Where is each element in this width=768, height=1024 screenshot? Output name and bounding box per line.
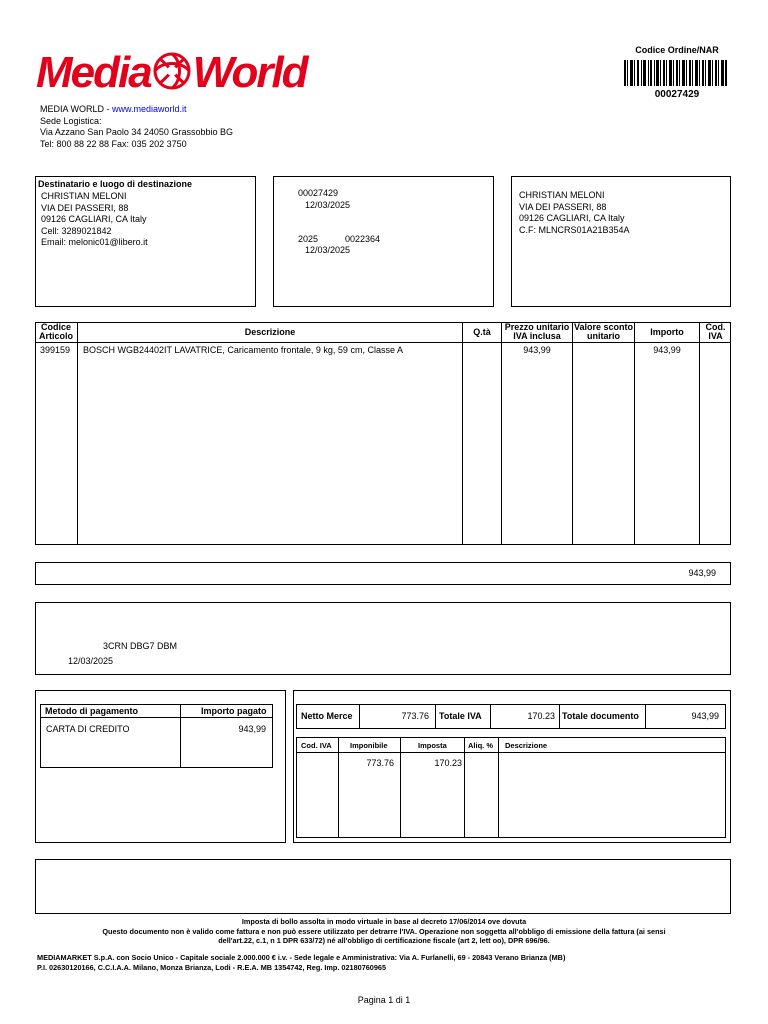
- company-legal-line-2: P.I. 02630120166, C.C.I.A.A. Milano, Monza Brianza, Lodi - R.E.A. MB 1354742, Reg. Imp. 02180760965: [37, 963, 387, 972]
- customer-street: VIA DEI PASSERI, 88: [519, 201, 607, 212]
- totals-col-divider: [359, 705, 360, 728]
- vat-col-divider: [400, 738, 401, 837]
- payment-col-divider: [180, 705, 181, 767]
- recipient-email: Email: melonic01@libero.it: [41, 237, 148, 247]
- doc-date: 12/03/2025: [305, 245, 351, 255]
- col-divider: [634, 322, 635, 544]
- sede-label: Sede Logistica:: [40, 115, 102, 126]
- company-name: MEDIA WORLD -: [40, 104, 113, 114]
- header-code: Codice Articolo: [38, 322, 73, 341]
- website-link[interactable]: www.mediaworld.it: [112, 104, 187, 114]
- recipient-cell: Cell: 3289021842: [41, 225, 112, 236]
- vat-col-divider: [464, 738, 465, 837]
- col-divider: [77, 322, 78, 544]
- row-dot: [77, 392, 78, 393]
- doc-year: 2025: [298, 234, 319, 244]
- company-info: [40, 104, 233, 150]
- company-address: Via Azzano San Paolo 34 24050 Grassobbio BG: [40, 127, 233, 137]
- row-dot: [77, 442, 78, 443]
- row-amount: 943,99: [653, 345, 681, 355]
- doc-number: 0022364: [345, 234, 381, 244]
- row-unit-price: 943,99: [523, 345, 551, 355]
- payment-header-method: Metodo di pagamento: [45, 706, 138, 716]
- doc-info-box: [273, 176, 494, 307]
- vat-col-divider: [338, 738, 339, 837]
- doc-order-date: 12/03/2025: [305, 200, 351, 210]
- totals-col-divider: [435, 705, 436, 728]
- total-line-value: 943,99: [688, 568, 716, 578]
- row-dot: [77, 542, 78, 543]
- customer-box: [511, 176, 731, 307]
- row-code: 399159: [40, 345, 71, 355]
- header-discount: Valore sconto unitario: [573, 322, 634, 341]
- payment-amount: 943,99: [238, 724, 266, 734]
- legal-notice: [0, 917, 768, 946]
- customer-name: CHRISTIAN MELONI: [519, 190, 605, 200]
- mediaworld-logo: [36, 50, 352, 96]
- page-number: Pagina 1 di 1: [357, 995, 411, 1005]
- payment-table: [40, 704, 273, 768]
- header-amount: Importo: [650, 327, 684, 337]
- payment-header-amount: Importo pagato: [201, 706, 267, 716]
- totals-col-divider: [490, 705, 491, 728]
- row-dot: [77, 492, 78, 493]
- total-line-box: [35, 562, 731, 585]
- vat-row-tax: 170.23: [434, 758, 462, 768]
- logo-text-world: World: [192, 48, 307, 97]
- recipient-title: Destinatario e luogo di destinazione: [38, 179, 193, 189]
- doc-order-no: 00027429: [298, 188, 339, 198]
- vat-header-code: Cod. IVA: [301, 741, 332, 750]
- legal-line-2: Questo documento non è valido come fattura e non può essere utilizzato per detrarre l'IVA. Operazione non soggetta all'obbligo di emissione della fattura (ai sensi: [102, 926, 666, 936]
- vat-col-divider: [498, 738, 499, 837]
- customer-city: 09126 CAGLIARI, CA Italy: [519, 213, 625, 223]
- totals-col-divider: [559, 705, 560, 728]
- header-unit-price: Prezzo unitario IVA inclusa: [504, 322, 570, 341]
- iva-value: 170.23: [527, 711, 555, 721]
- company-legal-line-1: MEDIAMARKET S.p.A. con Socio Unico - Capitale sociale 2.000.000 € i.v. - Sede legale e Amministrativa: Via A. Furlanelli, 69 - 20843 Verano Brianza (MB): [37, 953, 566, 962]
- empty-notes-box: [35, 859, 731, 914]
- doc-total-value: 943,99: [691, 711, 719, 721]
- customer-cf: C.F: MLNCRS01A21B354A: [519, 224, 630, 235]
- netto-value: 773.76: [401, 711, 429, 721]
- company-line: [40, 104, 233, 116]
- logo-swirl-icon: [152, 51, 192, 100]
- doc-total-label: Totale documento: [562, 711, 639, 721]
- row-description: BOSCH WGB24402IT LAVATRICE, Caricamento frontale, 9 kg, 59 cm, Classe A: [83, 345, 403, 355]
- company-legal: [37, 953, 737, 973]
- barcode-icon: [624, 60, 728, 86]
- notes-date: 12/03/2025: [68, 656, 114, 666]
- order-code-number: 00027429: [654, 89, 700, 100]
- recipient-city: 09126 CAGLIARI, CA Italy: [41, 214, 147, 224]
- legal-line-3: dell'art.22, c.1, n 1 DPR 633/72) né all'obbligo di certificazione fiscale (art 2, lett oo), DPR 696/96.: [218, 936, 550, 945]
- totals-col-divider: [645, 705, 646, 728]
- vat-row-taxable: 773.76: [366, 758, 394, 768]
- vat-header-tax: Imposta: [418, 741, 447, 750]
- header-description: Descrizione: [244, 327, 296, 337]
- vat-header-taxable: Imponibile: [350, 741, 388, 750]
- col-divider: [699, 322, 700, 544]
- col-divider: [572, 322, 573, 544]
- recipient-name: CHRISTIAN MELONI: [41, 191, 127, 201]
- notes-codes: 3CRN DBG7 DBM: [103, 641, 178, 651]
- vat-table: [296, 737, 726, 838]
- header-vat-code: Cod. IVA: [705, 322, 726, 341]
- items-table: [35, 322, 731, 545]
- items-header-divider: [35, 342, 731, 343]
- netto-label: Netto Merce: [301, 711, 353, 721]
- recipient-box: [35, 176, 256, 307]
- header-qty: Q.tà: [473, 327, 491, 337]
- legal-line-1: Imposta di bollo assolta in modo virtuale in base al decreto 17/06/2014 ove dovuta: [241, 917, 527, 926]
- totals-summary-table: [296, 704, 726, 729]
- vat-header-description: Descrizione: [505, 741, 548, 750]
- order-code-label: Codice Ordine/NAR: [635, 45, 719, 55]
- payment-header-divider: [41, 717, 272, 718]
- recipient-street: VIA DEI PASSERI, 88: [41, 202, 129, 213]
- vat-header-rate: Aliq. %: [468, 741, 494, 750]
- vat-header-divider: [297, 752, 725, 753]
- col-divider: [462, 322, 463, 544]
- company-phone: Tel: 800 88 22 88 Fax: 035 202 3750: [40, 138, 187, 149]
- iva-label: Totale IVA: [439, 711, 482, 721]
- payment-method: CARTA DI CREDITO: [46, 724, 130, 734]
- notes-box: [35, 602, 731, 675]
- logo-text-media: Media: [36, 48, 151, 97]
- col-divider: [501, 322, 502, 544]
